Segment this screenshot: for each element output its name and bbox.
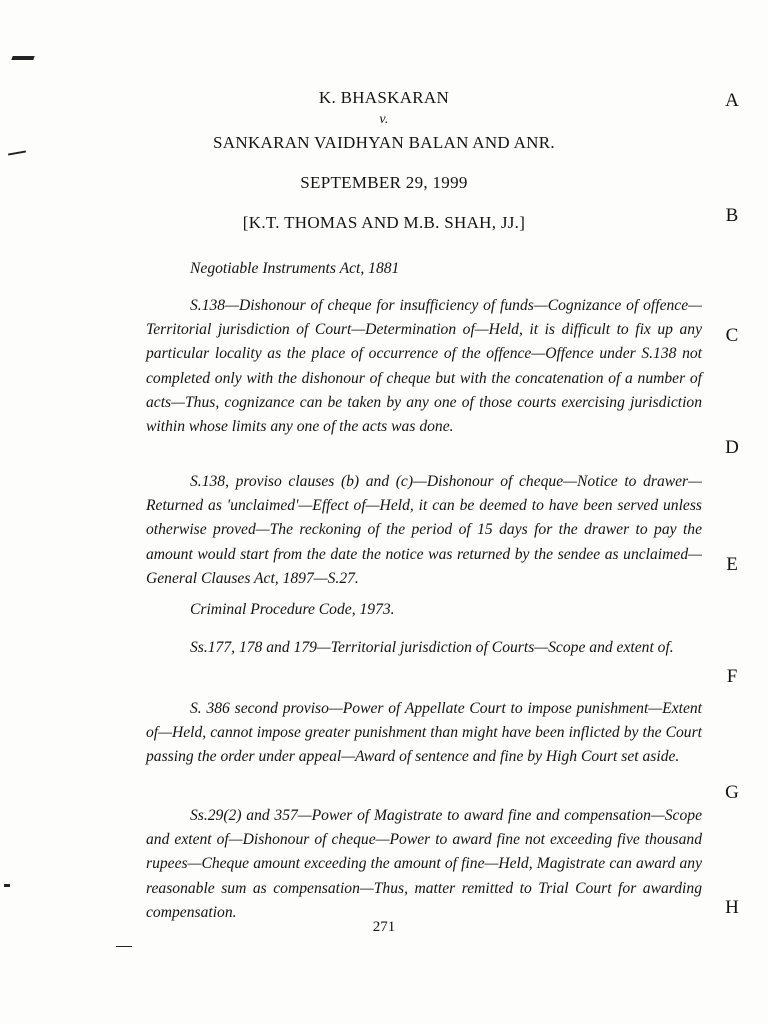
margin-letter-f: F bbox=[726, 666, 738, 687]
headnote-paragraph bbox=[146, 470, 702, 591]
margin-letter-h: H bbox=[725, 897, 739, 918]
margin-letter-e: E bbox=[726, 554, 738, 575]
margin-letter-a: A bbox=[725, 90, 739, 111]
paragraph-text: Ss.177, 178 and 179—Territorial jurisdiction of Courts—Scope and extent of. bbox=[190, 639, 674, 656]
respondent-name: SANKARAN VAIDHYAN BALAN AND ANR. bbox=[213, 133, 555, 152]
judgment-date: SEPTEMBER 29, 1999 bbox=[300, 173, 468, 192]
headnote-paragraph bbox=[146, 697, 702, 770]
bench: [K.T. THOMAS AND M.B. SHAH, JJ.] bbox=[242, 213, 526, 232]
scan-mark bbox=[4, 884, 10, 887]
headnote-paragraph bbox=[146, 636, 702, 660]
paragraph-text: S. 386 second proviso—Power of Appellate Court to impose punishment—Extent of—Held, cannot impose greater punishment than might have been inflicted by the Court passing the order under appeal—Award of sentence and fine by High Court set aside. bbox=[146, 700, 702, 766]
paragraph-text: Ss.29(2) and 357—Power of Magistrate to award fine and compensation—Scope and extent of—Dishonour of cheque—Power to award fine not exceeding five thousand rupees—Cheque amount exceeding the amount of fine—Held, Magistrate can award any reasonable sum as compensation—Thus, matter remitted to Trial Court for awarding compensation. bbox=[146, 807, 702, 921]
scan-mark bbox=[116, 946, 132, 947]
act-heading-criminal-procedure: Criminal Procedure Code, 1973. bbox=[190, 601, 395, 618]
paragraph-text: S.138—Dishonour of cheque for insufficiency of funds—Cognizance of offence—Territorial jurisdiction of Court—Determination of—Held, it is difficult to fix up any particular locality as the place of occurrence of the offence—Offence under S.138 not completed only with the dishonour of cheque but with the concatenation of a number of acts—Thus, cognizance can be taken by any one of those courts exercising jurisdiction within whose limits any one of the acts was done. bbox=[146, 297, 702, 436]
page-number: 271 bbox=[372, 919, 396, 935]
margin-letter-d: D bbox=[725, 437, 739, 458]
headnote-paragraph bbox=[146, 294, 702, 439]
scan-mark bbox=[11, 56, 34, 60]
act-heading-negotiable-instruments: Negotiable Instruments Act, 1881 bbox=[190, 260, 400, 277]
versus-label: v. bbox=[379, 112, 389, 127]
margin-letter-c: C bbox=[725, 325, 739, 346]
appellant-name: K. BHASKARAN bbox=[318, 88, 450, 107]
paragraph-text: S.138, proviso clauses (b) and (c)—Dishonour of cheque—Notice to drawer—Returned as 'unclaimed'—Effect of—Held, it can be deemed to have been served unless otherwise proved—The reckoning of the period of 15 days for the drawer to pay the amount would start from the date the notice was returned by the sendee as unclaimed—General Clauses Act, 1897—S.27. bbox=[146, 473, 702, 587]
margin-letter-g: G bbox=[725, 782, 739, 803]
headnote-paragraph bbox=[146, 804, 702, 925]
margin-letter-b: B bbox=[725, 205, 739, 226]
